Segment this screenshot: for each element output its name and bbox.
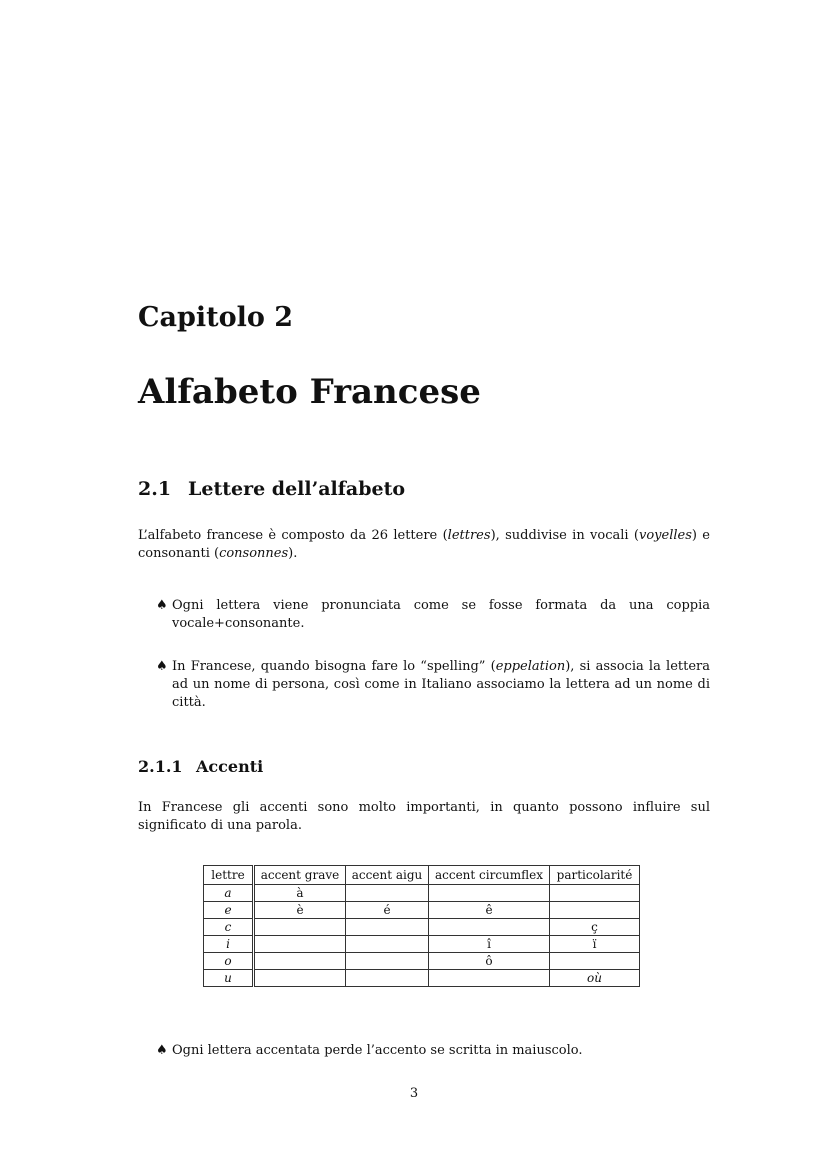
table-cell (429, 970, 550, 987)
bullet-item (156, 1042, 710, 1060)
page-number: 3 (409, 1086, 419, 1101)
table-cell: ï (550, 936, 640, 953)
table-cell (254, 953, 346, 970)
header-cell: accent aigu (346, 866, 429, 885)
bullet-item (156, 597, 710, 633)
intro-paragraph (138, 527, 710, 563)
table-cell: où (550, 970, 640, 987)
table-cell (550, 902, 640, 919)
intro-text-4: ). (288, 546, 298, 561)
table-cell: u (204, 970, 254, 987)
accent-table-wrapper (203, 865, 640, 987)
table-cell (254, 919, 346, 936)
section-title: Lettere dell’alfabeto (188, 478, 406, 500)
accent-table (203, 865, 640, 987)
table-cell: ô (429, 953, 550, 970)
intro-text-3: ) e consonanti ( (138, 528, 710, 561)
bullet-text: Ogni lettera accentata perde l’accento se scritta in maiuscolo. (172, 1043, 583, 1058)
bullet2-term-eppelation: eppelation (495, 659, 566, 674)
section-heading (138, 478, 405, 500)
table-row (204, 953, 640, 970)
table-cell (346, 970, 429, 987)
table-row (204, 936, 640, 953)
table-cell: c (204, 919, 254, 936)
table-cell (550, 953, 640, 970)
subsection-number: 2.1.1 (138, 757, 183, 776)
header-cell: particolarité (550, 866, 640, 885)
bullet2-text-2: ), si associa la lettera ad un nome di persona, così come in Italiano associamo la lettera ad un nome di città. (172, 659, 710, 710)
table-cell: ç (550, 919, 640, 936)
table-cell: à (254, 885, 346, 902)
header-cell: accent circumflex (429, 866, 550, 885)
section-number: 2.1 (138, 478, 172, 500)
table-row (204, 970, 640, 987)
accent-paragraph: In Francese gli accenti sono molto importanti, in quanto possono influire sul significato di una parola. (138, 800, 710, 833)
table-row (204, 902, 640, 919)
table-cell (346, 953, 429, 970)
table-cell: o (204, 953, 254, 970)
subsection-title: Accenti (196, 757, 264, 776)
intro-term-lettres: lettres (447, 528, 491, 543)
bullet-text: Ogni lettera viene pronunciata come se fosse formata da una coppia vocale+consonante. (172, 598, 710, 631)
table-cell (550, 885, 640, 902)
header-cell: accent grave (254, 866, 346, 885)
table-cell: ê (429, 902, 550, 919)
table-cell (254, 936, 346, 953)
intro-text-1: L’alfabeto francese è composto da 26 lettere ( (138, 528, 448, 543)
chapter-title: Alfabeto Francese (138, 372, 481, 412)
table-row (204, 919, 640, 936)
table-cell (429, 919, 550, 936)
table-cell (346, 919, 429, 936)
header-cell: lettre (204, 866, 254, 885)
table-cell: è (254, 902, 346, 919)
table-cell (429, 885, 550, 902)
bullet-item (156, 658, 710, 712)
table-cell (346, 885, 429, 902)
bullet2-text-1: In Francese, quando bisogna fare lo “spelling” ( (172, 659, 496, 674)
table-cell (346, 936, 429, 953)
table-cell: i (204, 936, 254, 953)
subsection-heading (138, 757, 263, 776)
intro-term-consonnes: consonnes (219, 546, 289, 561)
spade-icon: ♠ (156, 659, 168, 674)
table-cell (254, 970, 346, 987)
table-cell: é (346, 902, 429, 919)
table-cell: e (204, 902, 254, 919)
spade-icon: ♠ (156, 598, 168, 613)
intro-term-voyelles: voyelles (638, 528, 692, 543)
spade-icon: ♠ (156, 1043, 168, 1058)
chapter-label: Capitolo 2 (138, 302, 294, 333)
table-header-row (204, 866, 640, 885)
bullet-text (156, 658, 710, 712)
table-cell: î (429, 936, 550, 953)
intro-text-2: ), suddivise in vocali ( (490, 528, 639, 543)
table-cell: a (204, 885, 254, 902)
table-row (204, 885, 640, 902)
